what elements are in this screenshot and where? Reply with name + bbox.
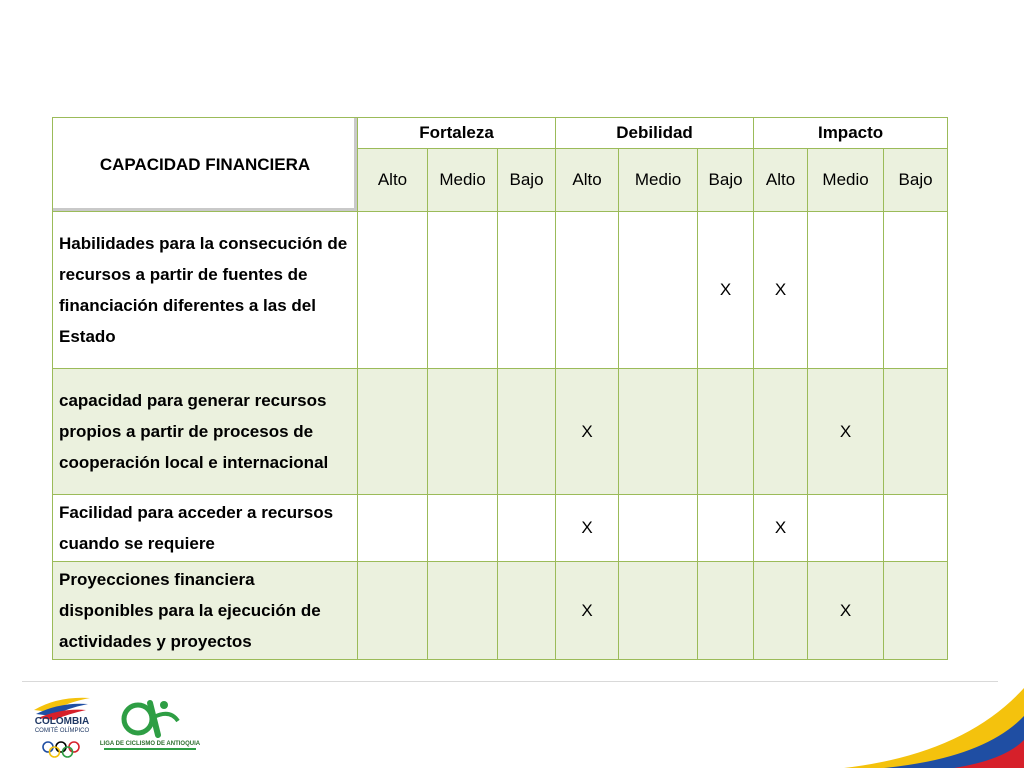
matrix-cell	[884, 562, 948, 660]
matrix-cell: X	[808, 369, 884, 495]
matrix-cell	[698, 562, 754, 660]
subheader-cell: Medio	[428, 149, 498, 212]
matrix-cell	[428, 495, 498, 562]
matrix-cell	[358, 562, 428, 660]
subheader-cell: Bajo	[884, 149, 948, 212]
matrix-cell: X	[556, 369, 619, 495]
coc-name: COLOMBIA	[34, 716, 90, 727]
row-label: Habilidades para la consecución de recursos a partir de fuentes de financiación diferentes a las del Estado	[53, 212, 358, 369]
matrix-cell	[619, 562, 698, 660]
row-label: Facilidad para acceder a recursos cuando se requiere	[53, 495, 358, 562]
matrix-cell	[619, 369, 698, 495]
subheader-cell: Bajo	[698, 149, 754, 212]
matrix-cell	[754, 369, 808, 495]
group-header-impacto: Impacto	[754, 118, 948, 149]
matrix-cell	[498, 212, 556, 369]
subheader-cell: Alto	[358, 149, 428, 212]
matrix-cell	[498, 369, 556, 495]
table-row	[53, 562, 948, 660]
matrix-cell: X	[754, 495, 808, 562]
matrix-cell	[619, 495, 698, 562]
matrix-cell	[428, 212, 498, 369]
row-label: Proyecciones financiera disponibles para la ejecución de actividades y proyectos	[53, 562, 358, 660]
group-header-debilidad: Debilidad	[556, 118, 754, 149]
matrix-cell	[498, 495, 556, 562]
subheader-cell: Medio	[808, 149, 884, 212]
matrix-cell: X	[698, 212, 754, 369]
matrix-cell	[808, 212, 884, 369]
matrix-cell	[884, 369, 948, 495]
matrix-cell	[884, 212, 948, 369]
capacity-matrix-table	[52, 117, 948, 660]
matrix-cell	[358, 369, 428, 495]
matrix-cell	[619, 212, 698, 369]
flag-swoosh-decoration	[844, 668, 1024, 768]
liga-ciclismo-logo	[98, 695, 202, 757]
matrix-cell	[498, 562, 556, 660]
matrix-cell	[428, 562, 498, 660]
subheader-cell: Alto	[556, 149, 619, 212]
subheader-cell: Alto	[754, 149, 808, 212]
matrix-cell	[698, 369, 754, 495]
subheader-cell: Medio	[619, 149, 698, 212]
matrix-cell	[884, 495, 948, 562]
matrix-cell	[754, 562, 808, 660]
group-header-fortaleza: Fortaleza	[358, 118, 556, 149]
table-title: CAPACIDAD FINANCIERA	[53, 118, 358, 212]
matrix-cell: X	[556, 562, 619, 660]
matrix-cell: X	[556, 495, 619, 562]
matrix-cell	[808, 495, 884, 562]
matrix-cell	[358, 212, 428, 369]
matrix-cell	[698, 495, 754, 562]
table-row	[53, 495, 948, 562]
matrix-cell: X	[754, 212, 808, 369]
subheader-cell: Bajo	[498, 149, 556, 212]
coc-subname: COMITÉ OLÍMPICO	[34, 728, 90, 734]
table-row	[53, 369, 948, 495]
matrix-cell	[428, 369, 498, 495]
row-label: capacidad para generar recursos propios a partir de procesos de cooperación local e internacional	[53, 369, 358, 495]
table-row	[53, 212, 948, 369]
svg-text:LIGA DE CICLISMO DE ANTIOQUIA: LIGA DE CICLISMO DE ANTIOQUIA	[99, 741, 201, 747]
matrix-cell	[358, 495, 428, 562]
matrix-cell: X	[808, 562, 884, 660]
matrix-cell	[556, 212, 619, 369]
